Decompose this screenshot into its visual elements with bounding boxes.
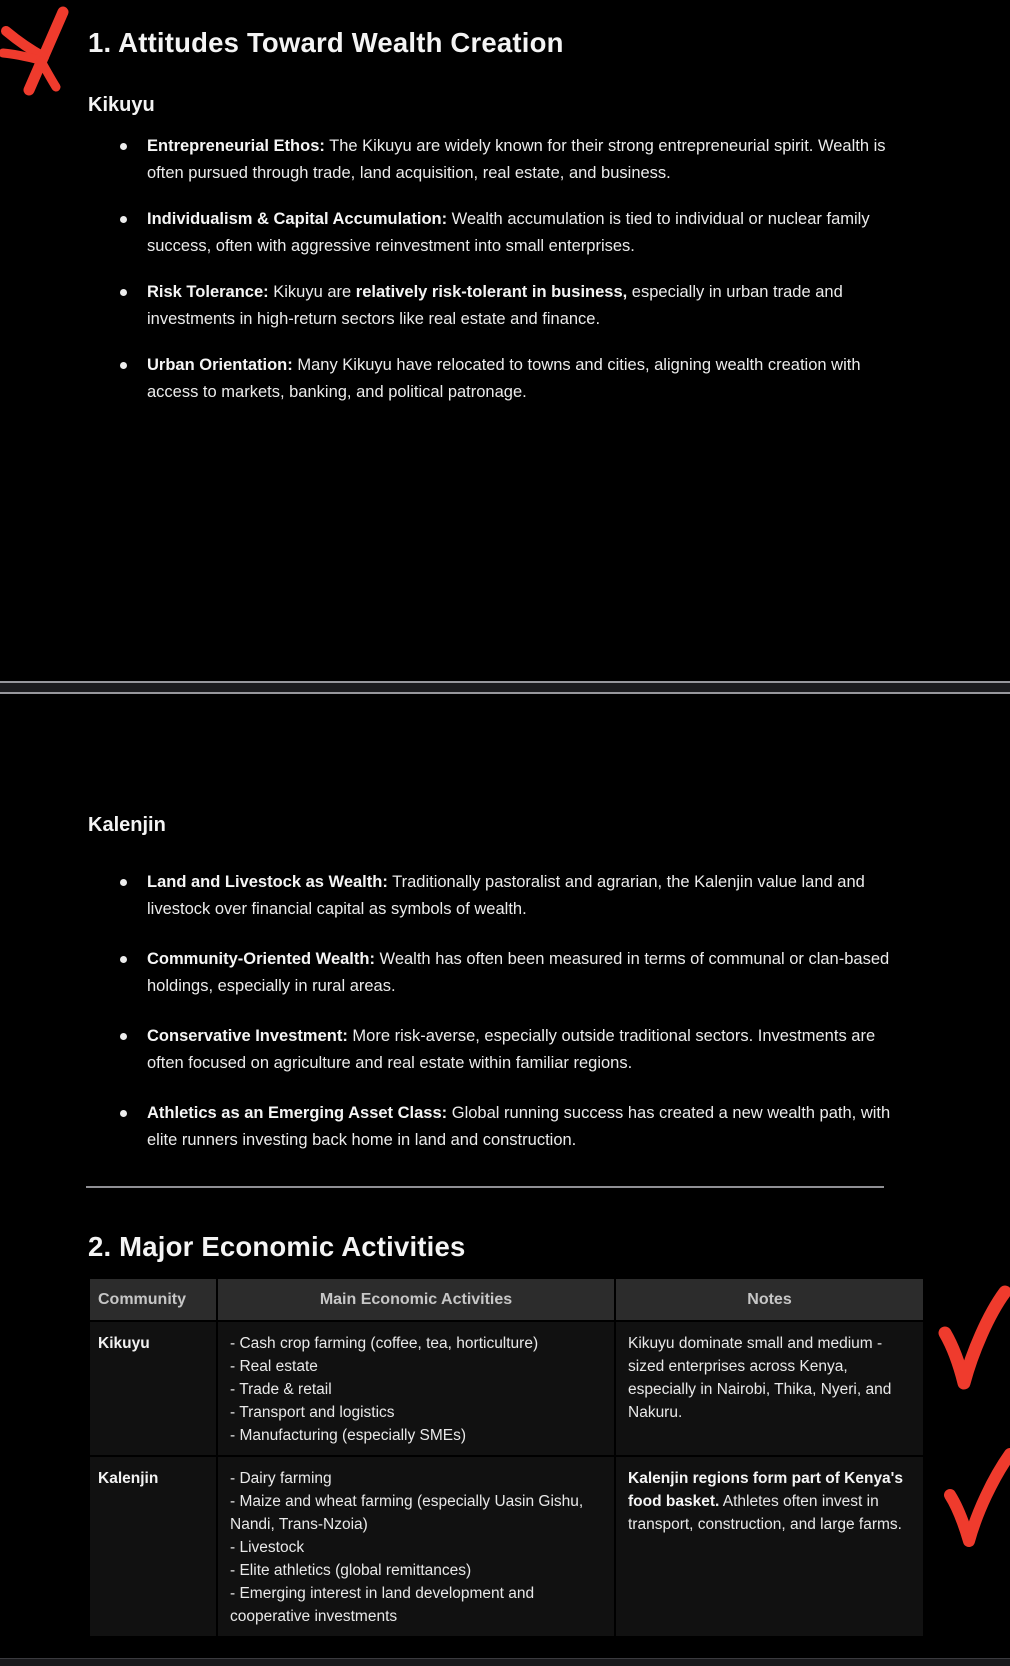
page-title: 1. Attitudes Toward Wealth Creation — [88, 27, 564, 58]
red-checkmark-icon — [941, 1448, 1010, 1548]
screenshot-seam-divider — [0, 681, 1010, 694]
bullet-icon — [120, 216, 127, 223]
list-item-text: Individualism & Capital Accumulation: Wealth accumulation is tied to individual or nuclear family success, often with aggressive reinvestment into small enterprises. — [147, 210, 870, 255]
list-item — [88, 206, 910, 259]
bullet-icon — [120, 143, 127, 150]
list-item — [88, 352, 910, 405]
bullet-icon — [120, 879, 127, 886]
list-item-text: Land and Livestock as Wealth: Traditionally pastoralist and agrarian, the Kalenjin value land and livestock over financial capital as symbols of wealth. — [147, 873, 865, 918]
cell-notes: Kalenjin regions form part of Kenya's food basket. Athletes often invest in transport, construction, and large farms. — [616, 1457, 923, 1636]
cell-notes: Kikuyu dominate small and medium -sized enterprises across Kenya, especially in Nairobi, Thika, Nyeri, and Nakuru. — [616, 1322, 923, 1455]
cell-activities: - Cash crop farming (coffee, tea, horticulture) - Real estate - Trade & retail - Transport and logistics - Manufacturing (especially SMEs) — [218, 1322, 614, 1455]
cell-community: Kikuyu — [90, 1322, 216, 1455]
bullet-icon — [120, 1110, 127, 1117]
section-title: 2. Major Economic Activities — [88, 1231, 466, 1262]
list-item — [88, 869, 910, 922]
red-checkmark-icon — [933, 1283, 1010, 1395]
list-item-text: Urban Orientation: Many Kikuyu have relocated to towns and cities, aligning wealth creation with access to markets, banking, and political patronage. — [147, 356, 861, 401]
bullet-icon — [120, 1033, 127, 1040]
list-item — [88, 1100, 910, 1153]
bullet-icon — [120, 289, 127, 296]
economic-activities-table — [88, 1277, 925, 1638]
column-header-notes: Notes — [616, 1279, 923, 1320]
bullet-icon — [120, 956, 127, 963]
subheading-kikuyu: Kikuyu — [88, 94, 155, 116]
list-item-text: Athletics as an Emerging Asset Class: Global running success has created a new wealth path, with elite runners investing back home in land and construction. — [147, 1104, 891, 1149]
kalenjin-bullet-list — [88, 869, 910, 1153]
column-header-activities: Main Economic Activities — [218, 1279, 614, 1320]
table-header-row — [90, 1279, 923, 1320]
section-economic-activities — [88, 1232, 925, 1638]
horizontal-rule — [86, 1186, 884, 1188]
table-row — [90, 1457, 923, 1636]
kikuyu-bullet-list — [88, 133, 910, 405]
list-item-text: Community-Oriented Wealth: Wealth has often been measured in terms of communal or clan-based holdings, especially in rural areas. — [147, 950, 890, 995]
list-item — [88, 1023, 910, 1076]
list-item-text: Risk Tolerance: Kikuyu are relatively risk-tolerant in business, especially in urban trade and investments in high-return sectors like real estate and finance. — [147, 283, 843, 328]
section-kalenjin — [88, 813, 910, 1177]
screenshot-seam-divider — [0, 1658, 1010, 1666]
cell-activities: - Dairy farming - Maize and wheat farming (especially Uasin Gishu, Nandi, Trans-Nzoia) - Livestock - Elite athletics (global remittances) - Emerging interest in land development and cooperative investments — [218, 1457, 614, 1636]
list-item-text: Entrepreneurial Ethos: The Kikuyu are widely known for their strong entrepreneurial spirit. Wealth is often pursued through trade, land acquisition, real estate, and business. — [147, 137, 886, 182]
section-attitudes — [88, 26, 910, 425]
cell-community: Kalenjin — [90, 1457, 216, 1636]
list-item — [88, 946, 910, 999]
table-row — [90, 1322, 923, 1455]
column-header-community: Community — [90, 1279, 216, 1320]
red-scribble-annotation-icon — [0, 4, 78, 96]
table-body — [90, 1322, 923, 1636]
list-item — [88, 133, 910, 186]
list-item-text: Conservative Investment: More risk-averse, especially outside traditional sectors. Investments are often focused on agriculture and real estate within familiar regions. — [147, 1027, 876, 1072]
subheading-kalenjin: Kalenjin — [88, 814, 166, 836]
list-item — [88, 279, 910, 332]
bullet-icon — [120, 362, 127, 369]
